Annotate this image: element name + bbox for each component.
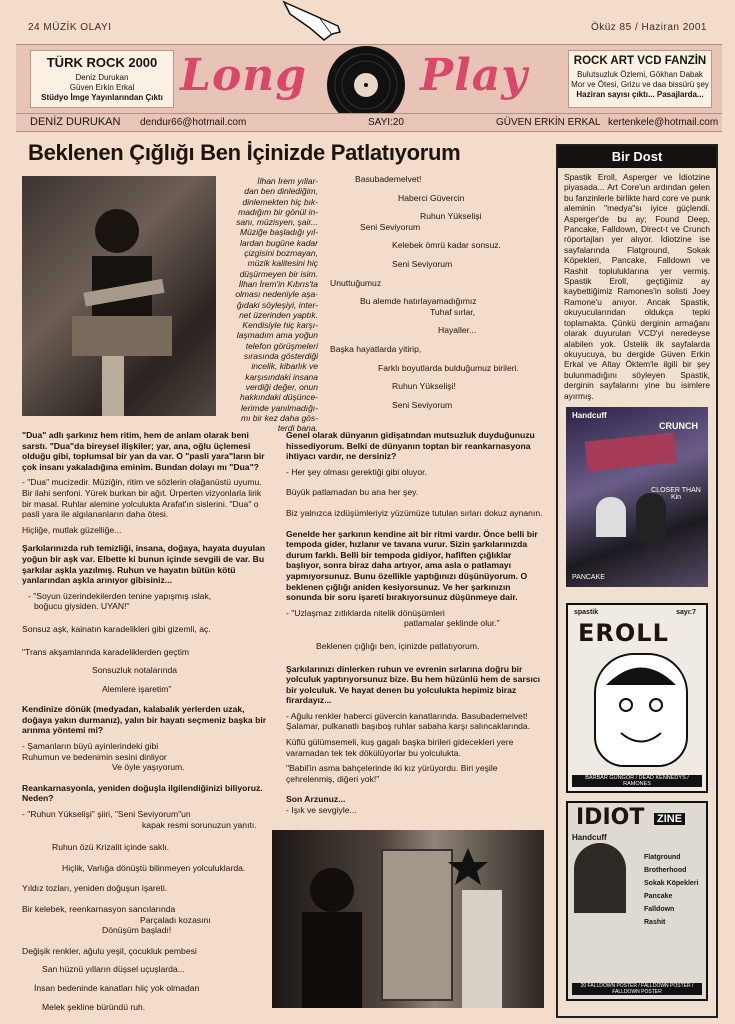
- question-6: Genelde her şarkının kendine ait bir ritmi vardır. Önce belli bir tempoda gider, hızlanır ve tavana vurur. Sizin şarkılarınızda durum farklı. Belli bir tempoda gidiyor, hafiften çığlıklar başlıyor, sonra biraz daha artıyor, ama asla o patlamayı yapmıyorsunuz. Bunu özellikle yaptığınızı düşünüyorum. O beklenen çığlığı aniden kesiyorsunuz. Ve her şarkınızın sonunda bir soru işareti bırakıyorsunuz düşünmeye dair.: [286, 528, 538, 603]
- sidebar-bir-dost: [556, 144, 718, 1018]
- question-1: "Dua" adlı şarkınız hem ritim, hem de anlam olarak beni sarstı. "Dua"da bireysel ilişkiler; yar, ana, oğlu üçlemesi olduğu gibi, toplumsal bir yan da var. O "pasli yara"ların bir çok insanı yakaladığına eminim. Bundan dolayı mı "Dua"?: [22, 430, 265, 472]
- intro-line: laşmadım ama yoğun: [236, 330, 318, 341]
- logo-word-right: Play: [420, 50, 528, 101]
- answer-3: [22, 741, 272, 773]
- page-number: 24 MÜZİK OLAYI: [28, 22, 112, 33]
- right-ad-title: ROCK ART VCD FANZİN: [573, 55, 707, 67]
- answer-line: - Şamanların büyü ayinlerindeki gibi: [22, 741, 159, 752]
- cover-list-item: Handcuff: [572, 832, 607, 842]
- asperger-magazine-cover: [566, 407, 708, 587]
- intro-line: dinlemekten hiç bık-: [242, 196, 318, 207]
- answer-7: - Ağulu renkler haberci güvercin kanatlarında. Basubademelvet! Şalamar, pulkanatlı başıboş ruhlar sabaha karşı salıncaklarında.: [286, 710, 531, 732]
- answer-line: Ruhun özü Krizalit içinde saklı.: [52, 842, 170, 853]
- intro-line: madığım bir gönül in-: [238, 206, 318, 217]
- author-right-email[interactable]: kertenkele@hotmail.com: [608, 117, 719, 128]
- answer-line: Ruhumun ve bedenimin sesini dinliyor: [22, 751, 167, 762]
- cover-label: Handcuff: [572, 410, 607, 420]
- artist-photo-door: [272, 830, 544, 1008]
- issue-date: Öküz 85 / Haziran 2001: [590, 22, 707, 33]
- answer-line: Büyük patlamadan bu ana her şey.: [286, 487, 419, 498]
- left-ad-title: TÜRK ROCK 2000: [46, 55, 158, 70]
- intro-line: dan ben dinlediğim,: [244, 186, 318, 197]
- poem-line: Haberci Güvercin: [398, 192, 465, 203]
- answer-line: Melek şekline büründü ruh.: [42, 1001, 146, 1012]
- intro-line: İlhan İrem yıllar-: [257, 176, 318, 186]
- left-ad-line3: Stüdyo İmge Yayınlarından Çıktı: [41, 93, 163, 102]
- intro-line: mı bir kez daha gös-: [240, 412, 318, 423]
- poem-line: Başka hayatlarda yitirip,: [330, 343, 422, 354]
- answer-7c: "Babil'in asma bahçelerinde iki kız yürüyordu. Biri yeşile çehrelenmiş, diğeri yok!": [286, 763, 498, 784]
- intro-line: müzik kalitesini hiç: [247, 258, 318, 269]
- poem-line: Seni Seviyorum: [392, 399, 453, 410]
- cover-title: IDIOT: [576, 804, 645, 830]
- intro-line: verdiği değer, onun: [245, 381, 318, 392]
- answer-line: Parçaladı kozasını: [140, 914, 211, 925]
- answer-line: Biz yalnızca izdüşümleriyiz yüzümüze tutulan sırları dokuz aynanın.: [286, 507, 543, 518]
- answer-line: Sonsuzluk notalarında: [92, 665, 178, 676]
- author-left-email[interactable]: dendur66@hotmail.com: [140, 117, 247, 128]
- intro-line: sırasında gösterdiği: [243, 351, 318, 362]
- poem-line: Unuttuğumuz: [330, 277, 382, 288]
- cover-list: [644, 851, 698, 929]
- answer-6: [286, 608, 546, 652]
- poem-line: Seni Seviyorum: [360, 221, 421, 232]
- left-column: [22, 430, 272, 1012]
- left-ad-line1: Deniz Durukan: [75, 73, 129, 82]
- cover-subtitle: ZINE: [654, 813, 685, 825]
- hand-icon: [280, 0, 350, 44]
- answer-line: Ve öyle yaşıyorum.: [112, 762, 185, 773]
- cover-list-item: Falldown: [644, 905, 675, 913]
- article-headline: Beklenen Çığlığı Ben İçinizde Patlatıyorum: [28, 140, 461, 165]
- cover-list-item: Flatground: [644, 853, 681, 861]
- intro-line: çizgisini bozmayan,: [244, 248, 318, 259]
- answer-line: - "Soyun üzerindekilerden tenine yapışmış ıslak,: [28, 590, 212, 601]
- answer-line: Hiçlik, Varlığa dönüştü bilinmeyen yolculuklarda.: [62, 862, 246, 873]
- cover-list-item: Sokak Köpekleri: [644, 879, 699, 887]
- author-bar: [16, 113, 722, 132]
- tree-icon: [574, 843, 626, 913]
- sidebar-title: Bir Dost: [558, 146, 716, 168]
- intro-line: incelik, kibarlık ve: [251, 361, 318, 372]
- answer-5: [286, 467, 546, 519]
- left-ad-line2: Güven Erkin Erkal: [69, 83, 135, 92]
- cover-list-item: Brotherhood: [644, 866, 687, 874]
- answer-line: İnsan bedeninde kanatları hiiç yok olmadan: [34, 982, 200, 993]
- question-8: Son Arzunuz...: [286, 794, 346, 805]
- intro-line: karşısındaki insana: [245, 371, 318, 382]
- cover-title: EROLL: [578, 618, 669, 647]
- cover-label: CLOSER THAN Kin: [651, 486, 701, 501]
- answer-line: Alemlere işaretim": [102, 683, 172, 694]
- intro-line: düşürmeyen bir isim.: [239, 268, 318, 279]
- spastik-eroll-cover: [566, 603, 708, 793]
- answer-line: kapak resmi sorunuzun yanıtı.: [142, 819, 257, 830]
- idiotzine-cover: [566, 801, 708, 1001]
- answer-line: Değişik renkler, ağulu yeşil, çocukluk pembesi: [22, 945, 197, 956]
- question-7: Şarkılarınızı dinlerken ruhun ve evrenin sırlarına doğru bir yolculuk yaptırıyorsunuz bize. Bu hem hüzünlü hem de sarsıcı bir yolculuk. Ve hayat denen bu yolculukta hepimiz biraz firardayız...: [286, 663, 541, 706]
- answer-line: San hüznü yılların düşsel uçuşlarda...: [42, 964, 185, 975]
- poem-line: Ruhun Yükselişi!: [392, 381, 456, 392]
- intro-line: hakkındaki düşünce-: [240, 392, 318, 403]
- poem-line: Kelebek ömrü kadar sonsuz.: [392, 240, 501, 251]
- left-ad-box: [30, 50, 174, 108]
- cover-list-item: Rashit: [644, 918, 666, 926]
- cover-top-label: spastik: [574, 608, 599, 616]
- right-ad-box: [568, 50, 712, 108]
- answer-1: - "Dua" mucizedir. Müziğin, ritim ve sözlerin olağanüstü uyumu. Bir ilahi senfoni. Yürek burkan bir ağıt. Ürperten vizyonlarla lirik bir masal. Ruhlar alemine yolculukta Arafat'ın sislerini. "Dua" o pasli yara ile algılananların daha ötesi.: [22, 477, 262, 520]
- poem-line: Hayaller...: [438, 325, 477, 336]
- answer-4: [22, 809, 272, 1012]
- poem-line: Tuhaf sırlar,: [430, 306, 476, 317]
- poem-line: Ruhun Yükselişi: [420, 211, 482, 222]
- answer-line: Yıldız tozları, yeniden doğuşun işareti.: [22, 883, 168, 894]
- cover-issue: sayı:7: [676, 608, 696, 616]
- answer-1b: Hiçliğe, mutlak güzelliğe...: [22, 524, 122, 535]
- intro-line: lardan bugüne kadar: [240, 237, 318, 248]
- answer-line: - "Ruhun Yükselişi" şiiri, "Seni Seviyorum"un: [22, 809, 191, 820]
- cover-list-item: Pancake: [644, 892, 673, 900]
- intro-line: net üzerinden yaptık.: [239, 309, 318, 320]
- answer-7b: Küflü gülümsemeli, kuş gagalı başka birileri gidecekleri yere varamadan tek tek dökülüyorlar bu yolculukta.: [286, 737, 514, 758]
- answer-2: [22, 591, 272, 695]
- article-intro: [222, 176, 318, 433]
- intro-line: telefon görüşmeleri: [245, 340, 318, 351]
- author-left-name: DENİZ DURUKAN: [30, 116, 121, 128]
- intro-line: olması nedeniyle aşa-: [235, 289, 318, 300]
- intro-line: sanı, müzisyen, şair...: [236, 217, 318, 228]
- answer-line: Beklenen çığlığı ben, içinizde patlatıyorum.: [316, 640, 480, 651]
- poem-line: Basubademelvet!: [355, 174, 422, 184]
- right-ad-line2: Mor ve Ötesi, Grizu ve daa bissürü şey: [571, 80, 709, 89]
- cover-label: PANCAKE: [572, 573, 605, 581]
- answer-line: patlamalar şeklinde olur.": [404, 618, 500, 629]
- poem-line: Farklı boyutlarda bulduğumuz birileri.: [378, 362, 519, 373]
- cartoon-face-icon: [594, 653, 688, 767]
- cover-bottom-strip: 20 FALLDOWN POSTER / FALLDOWN POSTER / FALLDOWN POSTER: [572, 983, 702, 995]
- question-4: Reankarnasyonla, yeniden doğuşla ilgilendiğinizi biliyoruz. Neden?: [22, 782, 263, 804]
- intro-line: lerimde yanılmadığı-: [240, 402, 318, 413]
- answer-line: - Her şey olması gerektiği gibi oluyor.: [286, 466, 427, 477]
- poem-line: Seni Seviyorum: [392, 258, 453, 269]
- cover-bottom-strip: BARBAR GÜNGÖR / DEAD KENNEDYS / RAMONES: [572, 775, 702, 787]
- issue-number: SAYI:20: [368, 117, 404, 128]
- right-ad-line3: Haziran sayısı çıktı... Pasajlarda...: [576, 90, 704, 99]
- logo-word-left: Long: [180, 50, 308, 101]
- poem-line: Bu alemde hatırlayamadığımız: [360, 296, 477, 307]
- answer-line: Dönüşüm başladı!: [102, 925, 172, 936]
- answer-line: boğucu giysiden. UYAN!": [34, 601, 130, 612]
- intro-line: ğıdaki söyleşiyi, inter-: [236, 299, 318, 310]
- answer-line: Bir kelebek, reenkarnasyon sancılarında: [22, 904, 176, 914]
- right-ad-line1: Bulutsuzluk Özlemi, Gökhan Dabak: [577, 70, 703, 79]
- sidebar-text: Spastik Eroll, Asperger ve İdiotzine piyasada... Art Core'un ardından gelen bu fanzinlerle birlikte hard core ve punk aleminin "medya"sı iyice güçlendi. Asperger'de bu ay; Found Deep, Pancake, Falldown, Direct-t ve Crunch röportajları yer alıyor. İdiotzine ise sayfalarında Flatground, Sokak Köpekleri, Pancake, Falldown ve Rashit topluluklarına yer vermiş. Spastik Eroll, geçtiğimiz ay kaybettiğimiz Ramones'in solisti Joey Ramone'u anıyor. Ancak Spastik, okuyucularından oldukça tepki toplamakta. Çünkü derginin armağanı olarak duyurulan VCD'yi neredeyse alabilen yok. Üstelik ilk sayfalarda okuyucuya, bu dergide Güven Erkin Erkal ve Altay Öktem'le ilgili bir şey bulunmadığını söyleyen Spastik, derginin sayfalarını yine bu isimlere ayırmış.: [564, 172, 710, 401]
- question-3: Kendinize dönük (medyadan, kalabalık yerlerden uzak, doğaya yakın durmanız), yalın bir hayatı seçmeniz başka bir arınma yöntemi mi?: [22, 704, 267, 736]
- intro-line: terdi bana.: [277, 423, 318, 434]
- answer-8: - Işık ve sevgiyle...: [286, 805, 357, 816]
- intro-line: İlhan İrem'in Kıbrıs'ta: [238, 278, 318, 289]
- artist-photo-guitar: [22, 176, 216, 416]
- answer-line: Sonsuz aşk, kainatın karadelikleri gibi gizemli, aç.: [22, 623, 211, 634]
- author-right-name: GÜVEN ERKİN ERKAL: [496, 117, 601, 128]
- question-5: Genel olarak dünyanın gidişatından mutsuzluk duyduğunuzu hissediyorum. Belki de dünyanın toptan bir reankarnasyona ihtiyacı vardır, ne dersiniz?: [286, 430, 535, 462]
- middle-poem: [330, 174, 546, 410]
- intro-line: Kendisiyle hiç karşı-: [242, 320, 318, 331]
- question-2: Şarkılarınızda ruh temizliği, insana, doğaya, hayata duyulan yoğun bir aşk var. Elbette ki bunun içinde sevgili de var. Bu şarkılar aşkla yazılmış. Ruhun ve hayatın bütün kötü yanlarından aşkla arınıyor gibisiniz...: [22, 543, 266, 586]
- cover-label: CRUNCH: [659, 420, 698, 431]
- intro-line: Müziğe başladığı yıl-: [240, 227, 318, 238]
- middle-column: [286, 430, 546, 821]
- answer-line: - "Uzlaşmaz zıtlıklarda nitelik dönüşümleri: [286, 607, 445, 618]
- answer-line: "Trans akşamlarında karadeliklerden geçtim: [22, 646, 190, 657]
